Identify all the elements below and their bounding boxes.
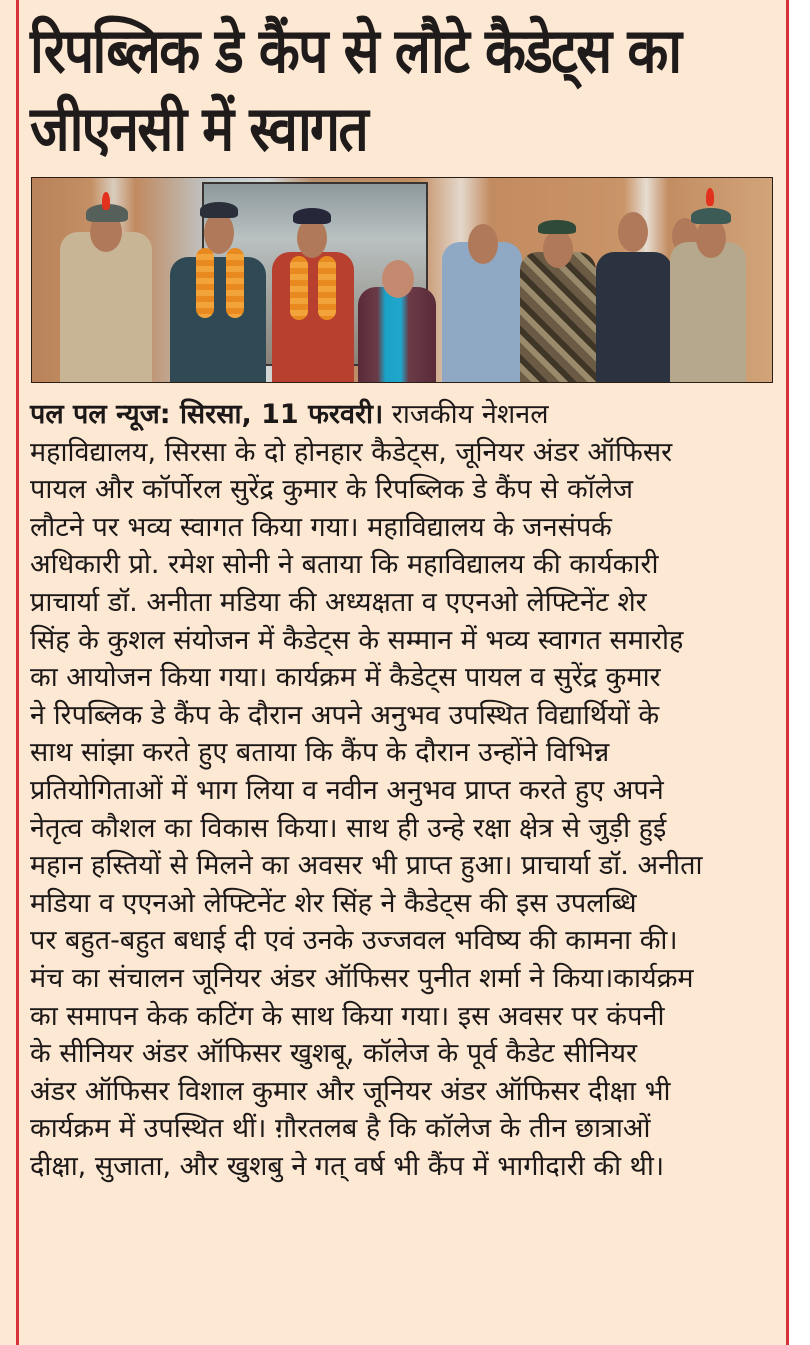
body-line: प्रतियोगिताओं में भाग लिया व नवीन अनुभव प्राप्त करते हुए अपने [30,774,664,806]
dateline: पल पल न्यूज: सिरसा, 11 फरवरी। [30,399,384,430]
person-head [382,260,414,298]
right-border-rule [786,0,789,1345]
body-line: पर बहुत-बहुत बधाई दी एवं उनके उज्जवल भविष्य की कामना की। [30,925,678,957]
beret-icon [538,220,576,234]
body-line: लौटने पर भव्य स्वागत किया गया। महाविद्यालय के जनसंपर्क [30,511,612,543]
person-principal [358,287,436,382]
plume-icon [706,188,714,206]
person-staff [596,252,672,382]
left-border-rule [16,0,19,1345]
body-line: मडिया व एएनओ लेफ्टिनेंट शेर सिंह ने कैडेट्स की इस उपलब्धि [30,887,637,919]
person-army-officer [520,252,596,382]
person-head [297,218,327,258]
headline-line-1: रिपब्लिक डे कैंप से लौटे कैडेट्स का [30,14,681,87]
headline-line-2: जीएनसी में स्वागत [30,92,368,165]
body-line: का आयोजन किया गया। कार्यक्रम में कैडेट्स पायल व सुरेंद्र कुमार [30,662,661,694]
body-line: कार्यक्रम में उपस्थित थीं। ग़ौरतलब है कि कॉलेज के तीन छात्राओं [30,1113,651,1145]
body-line: महाविद्यालय, सिरसा के दो होनहार कैडेट्स, जूनियर अंडर ऑफिसर [30,436,673,468]
body-line: दीक्षा, सुजाता, और खुशबु ने गत् वर्ष भी कैंप में भागीदारी की थी। [30,1150,665,1182]
article-body [30,396,782,1185]
article-photo [31,177,773,383]
person-cadet-4 [670,242,746,382]
body-line: मंच का संचालन जूनियर अंडर ऑफिसर पुनीत शर्मा ने किया।कार्यक्रम [30,962,694,994]
body-line: का समापन केक कटिंग के साथ किया गया। इस अवसर पर कंपनी [30,1000,665,1032]
person-head [543,230,573,268]
body-line: अधिकारी प्रो. रमेश सोनी ने बताया कि महाविद्यालय की कार्यकारी [30,549,659,581]
person-cadet-2 [170,257,266,382]
body-line: साथ सांझा करते हुए बताया कि कैंप के दौरान उन्होंने विभिन्न [30,737,610,769]
person-cadet-3 [272,252,354,382]
body-line: पायल और कॉर्पोरल सुरेंद्र कुमार के रिपब्लिक डे कैंप से कॉलेज [30,474,634,506]
cap-icon [293,208,331,224]
body-line: सिंह के कुशल संयोजन में कैडेट्स के सम्मान में भव्य स्वागत समारोह [30,624,684,656]
body-line: अंडर ऑफिसर विशाल कुमार और जूनियर अंडर ऑफिसर दीक्षा भी [30,1075,671,1107]
body-line: के सीनियर अंडर ऑफिसर खुशबू, कॉलेज के पूर्व कैडेट सीनियर [30,1038,638,1070]
person-cadet-1 [60,232,152,382]
body-line: महान हस्तियों से मिलने का अवसर भी प्राप्त हुआ। प्राचार्या डॉ. अनीता [30,850,703,882]
garland-icon [226,248,244,318]
body-line-1: पल पल न्यूज: सिरसा, 11 फरवरी। राजकीय नेशनल [30,399,549,430]
body-line: नेतृत्व कौशल का विकास किया। साथ ही उन्हे रक्षा क्षेत्र से जुड़ी हुई [30,812,667,844]
garland-icon [318,256,336,320]
beret-icon [691,208,731,224]
body-line: प्राचार्या डॉ. अनीता मडिया की अध्यक्षता व एएनओ लेफ्टिनेंट शेर [30,586,647,618]
cap-icon [200,202,238,218]
garland-icon [196,248,214,318]
garland-icon [290,256,308,320]
plume-icon [102,192,110,210]
person-head [468,224,498,264]
person-head [204,212,234,254]
article-headline [30,12,681,168]
person-head [696,218,726,258]
body-line: ने रिपब्लिक डे कैंप के दौरान अपने अनुभव उपस्थित विद्यार्थियों के [30,699,660,731]
person-head [618,212,648,252]
